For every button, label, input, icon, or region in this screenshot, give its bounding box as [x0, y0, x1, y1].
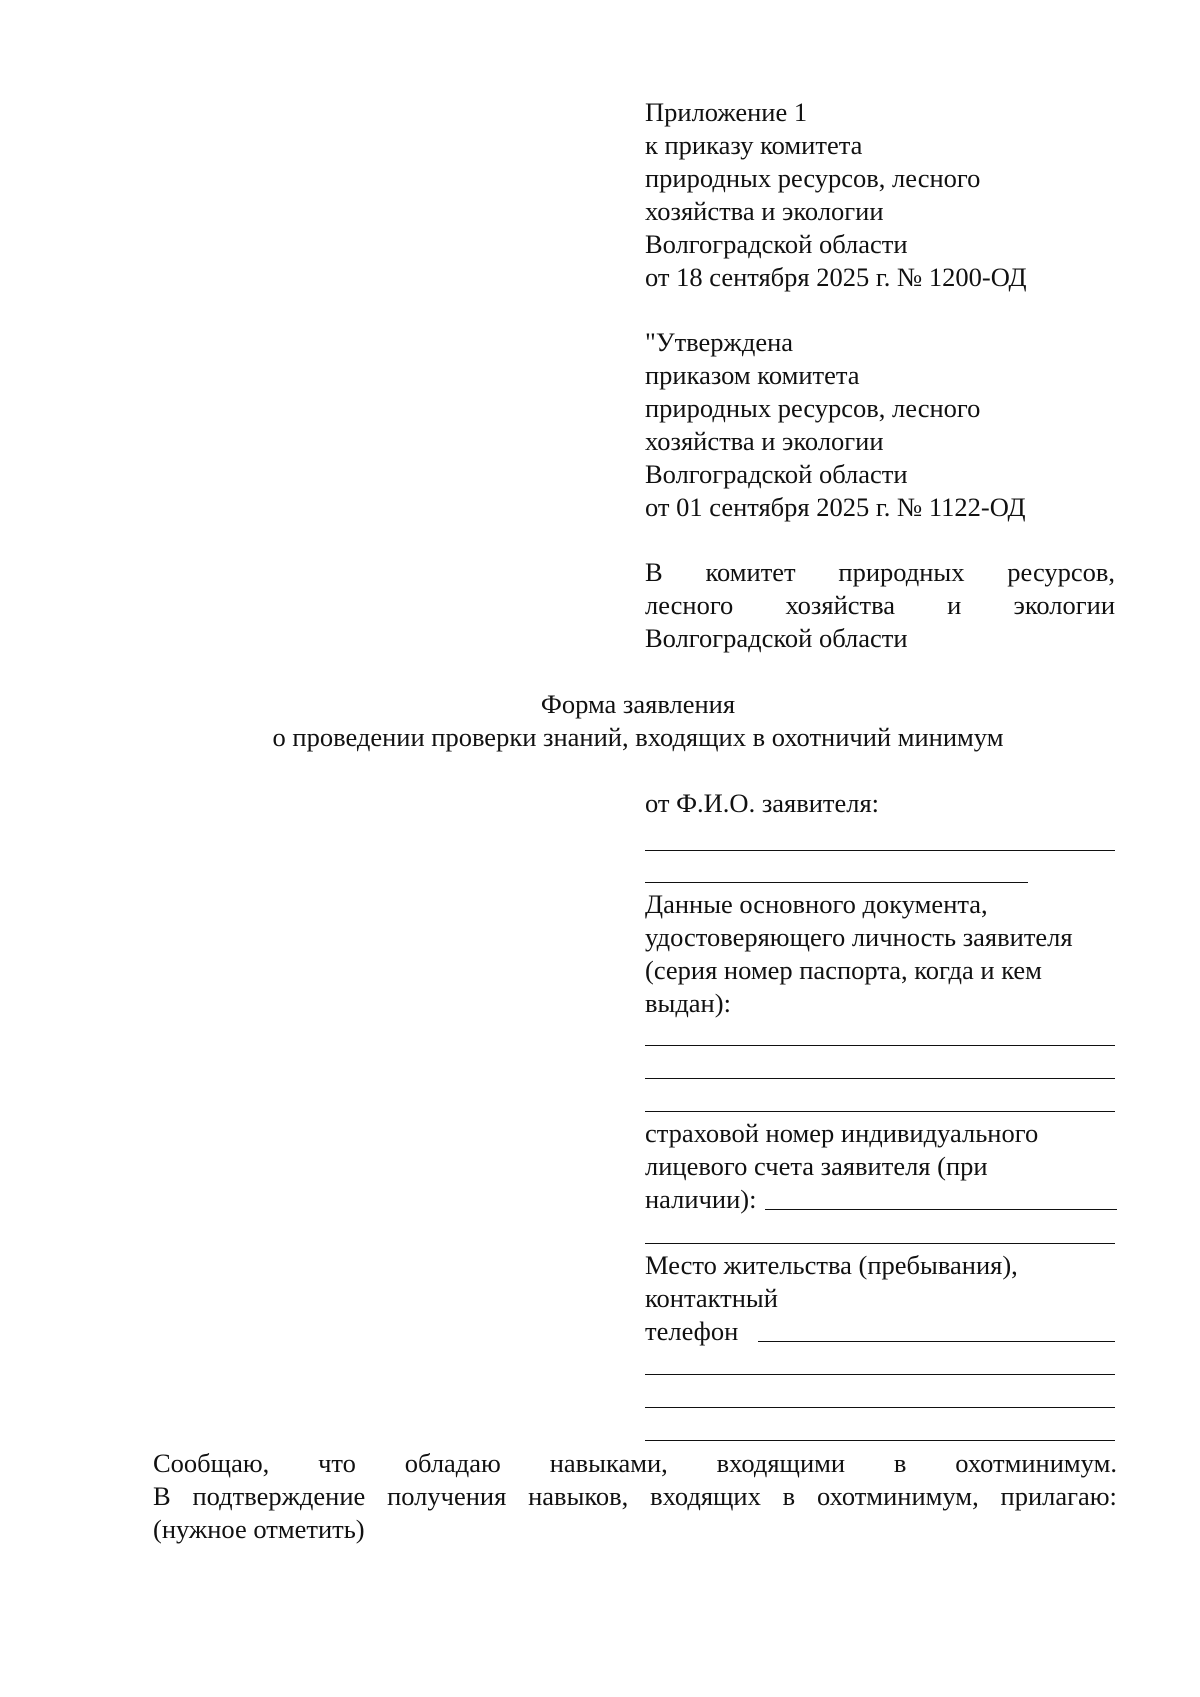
document-label-line: Данные основного документа,	[645, 889, 988, 919]
approved-line: хозяйства и экологии	[645, 426, 884, 456]
snils-label-line: лицевого счета заявителя (при	[645, 1151, 988, 1181]
addressee-word: экологии	[1013, 590, 1115, 620]
snils-field[interactable]	[645, 1243, 1115, 1244]
body-word: обладаю	[404, 1448, 501, 1478]
approved-line: приказом комитета	[645, 360, 860, 390]
snils-label-line: страховой номер индивидуального	[645, 1118, 1039, 1148]
document-field[interactable]	[645, 1078, 1115, 1079]
approved-line: природных ресурсов, лесного	[645, 393, 981, 423]
appendix-line: Волгоградской области	[645, 229, 908, 259]
applicant-name-field[interactable]	[645, 882, 1028, 883]
document-label-line: удостоверяющего личность заявителя	[645, 922, 1073, 952]
addressee-line-2	[645, 589, 1115, 622]
body-word: входящих	[650, 1481, 761, 1511]
body-line-1	[153, 1447, 1117, 1480]
applicant-name-field[interactable]	[645, 850, 1115, 851]
body-word: что	[318, 1448, 356, 1478]
addressee-word: и	[947, 590, 962, 620]
document-field[interactable]	[645, 1045, 1115, 1046]
body-line-3: (нужное отметить)	[153, 1514, 365, 1544]
body-word: охотминимум.	[955, 1448, 1117, 1478]
appendix-line: природных ресурсов, лесного	[645, 163, 981, 193]
residence-label-line: контактный	[645, 1283, 778, 1313]
appendix-line: к приказу комитета	[645, 130, 863, 160]
body-word: В	[153, 1481, 171, 1511]
form-subtitle: о проведении проверки знаний, входящих в охотничий минимум	[272, 722, 1004, 752]
phone-label: телефон	[645, 1316, 739, 1346]
addressee-word: хозяйства	[785, 590, 896, 620]
residence-field[interactable]	[645, 1407, 1115, 1408]
body-word: навыками,	[549, 1448, 668, 1478]
approved-line: "Утверждена	[645, 327, 794, 357]
residence-field[interactable]	[645, 1374, 1115, 1375]
snils-label-line: наличии):	[645, 1184, 757, 1214]
addressee-word: комитет	[705, 557, 796, 587]
appendix-line: хозяйства и экологии	[645, 196, 884, 226]
snils-field[interactable]	[765, 1209, 1117, 1210]
body-word: получения	[387, 1481, 507, 1511]
addressee-word: ресурсов,	[1007, 557, 1115, 587]
body-word: навыков,	[528, 1481, 629, 1511]
residence-field[interactable]	[645, 1440, 1115, 1441]
addressee-line-1	[645, 556, 1115, 589]
appendix-line: Приложение 1	[645, 97, 808, 127]
body-word: прилагаю:	[1000, 1481, 1117, 1511]
body-word: охотминимум,	[817, 1481, 979, 1511]
body-word: в	[893, 1448, 907, 1478]
addressee-word: лесного	[645, 590, 734, 620]
applicant-name-label: от Ф.И.О. заявителя:	[645, 788, 880, 818]
form-title: Форма заявления	[540, 689, 736, 719]
addressee-line-3: Волгоградской области	[645, 623, 908, 653]
approved-line: Волгоградской области	[645, 459, 908, 489]
phone-field[interactable]	[758, 1341, 1115, 1342]
body-word: подтверждение	[192, 1481, 366, 1511]
body-line-2	[153, 1480, 1117, 1513]
residence-label-line: Место жительства (пребывания),	[645, 1250, 1018, 1280]
body-word: Сообщаю,	[153, 1448, 270, 1478]
body-word: в	[782, 1481, 796, 1511]
document-field[interactable]	[645, 1111, 1115, 1112]
approved-line: от 01 сентября 2025 г. № 1122-ОД	[645, 492, 1026, 522]
document-label-line: выдан):	[645, 988, 731, 1018]
body-word: входящими	[716, 1448, 846, 1478]
document-label-line: (серия номер паспорта, когда и кем	[645, 955, 1042, 985]
appendix-line: от 18 сентября 2025 г. № 1200-ОД	[645, 262, 1027, 292]
addressee-word: природных	[838, 557, 965, 587]
addressee-word: В	[645, 557, 663, 587]
